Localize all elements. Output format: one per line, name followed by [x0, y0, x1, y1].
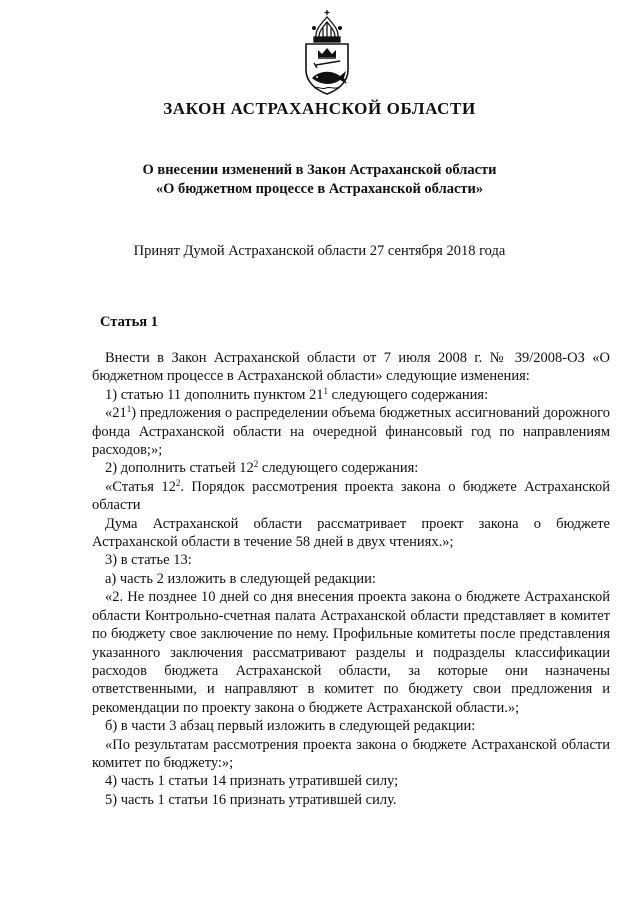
subtitle-line-1: О внесении изменений в Закон Астраханской области — [142, 162, 497, 178]
article-body — [92, 349, 610, 809]
coat-of-arms-icon — [296, 8, 358, 96]
paragraph: 5) часть 1 статьи 16 признать утратившей силу. — [105, 791, 397, 808]
adoption-note: Принят Думой Астраханской области 27 сентября 2018 года — [133, 243, 506, 259]
subtitle-line-2: «О бюджетном процессе в Астраханской области» — [155, 181, 484, 197]
paragraph: «2. Не позднее 10 дней со дня внесения проекта закона о бюджете Астраханской области Контрольно-счетная палата Астраханской области представляет в комитет по бюджету свое заключение по нему. Профильные комитеты после представления указанного заключения рассматривают разделы и подразделы классификации расходов бюджета Астраханской области, за которые они назначены ответственными, и направляют в комитет по бюджету свои предложения и рекомендации по проекту закона о бюджете Астраханской области.»; — [92, 589, 610, 716]
document-subtitle — [0, 161, 639, 199]
paragraph: б) в части 3 абзац первый изложить в следующей редакции: — [105, 718, 476, 735]
paragraph: а) часть 2 изложить в следующей редакции: — [105, 570, 376, 587]
paragraph: «По результатам рассмотрения проекта закона о бюджете Астраханской области комитет по бюджету:»; — [92, 736, 610, 771]
paragraph: 1) статью 11 дополнить пунктом $21^1$ следующего содержания: — [105, 385, 489, 403]
paragraph: 2) дополнить статьей $12^2$ следующего содержания: — [105, 459, 419, 477]
document-title: ЗАКОН АСТРАХАНСКОЙ ОБЛАСТИ — [163, 99, 476, 118]
paragraph: «Статья $12^2$. Порядок рассмотрения проекта закона о бюджете Астраханской области — [92, 477, 610, 514]
paragraph: Внести в Закон Астраханской области от 7 июля 2008 г. № 39/2008-ОЗ «О бюджетном процессе в Астраханской области» следующие изменения: — [92, 350, 610, 385]
paragraph: 4) часть 1 статьи 14 признать утратившей силу; — [105, 773, 399, 790]
article-heading: Статья 1 — [100, 314, 158, 330]
paragraph: Дума Астраханской области рассматривает проект закона о бюджете Астраханской области в течение 58 дней в двух чтениях.»; — [92, 515, 610, 551]
paragraph: «$21^1$) предложения о распределении объема бюджетных ассигнований дорожного фонда Астраханской области на очередной финансовый год по направлениям расходов;»; — [92, 404, 610, 459]
paragraph: 3) в статье 13: — [105, 552, 192, 569]
